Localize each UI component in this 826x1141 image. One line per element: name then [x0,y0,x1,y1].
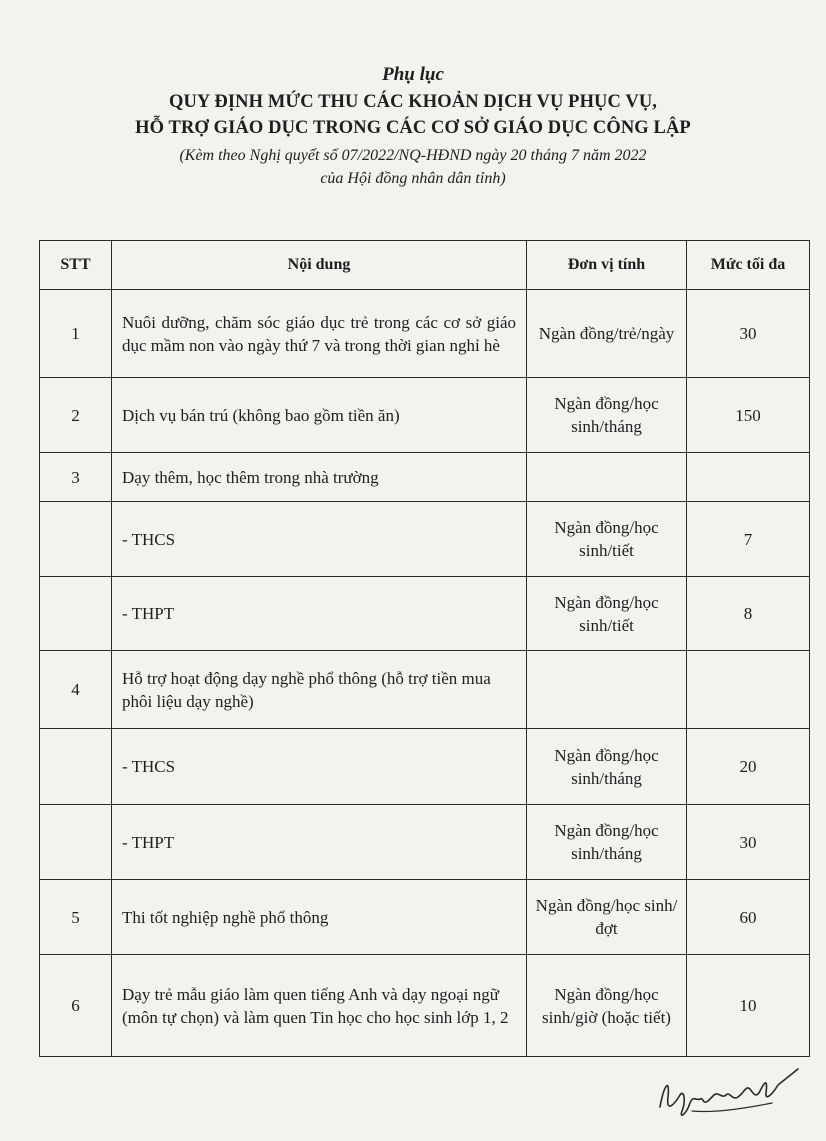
unit-cell: Ngàn đồng/học sinh/tháng [527,378,687,453]
table-row [40,577,810,651]
max-cell: 30 [687,290,810,378]
unit-cell: Ngàn đồng/học sinh/đợt [527,880,687,955]
unit-cell [527,651,687,729]
unit-cell: Ngàn đồng/trẻ/ngày [527,290,687,378]
table-row [40,651,810,729]
stt-cell: 1 [40,290,112,378]
stt-cell: 5 [40,880,112,955]
content-cell: Thi tốt nghiệp nghề phổ thông [112,880,527,955]
stt-cell [40,729,112,805]
content-cell: - THCS [112,729,527,805]
column-header-stt: STT [40,241,112,290]
column-header-max: Mức tối đa [687,241,810,290]
content-cell: Dạy thêm, học thêm trong nhà trường [112,453,527,502]
stt-cell: 2 [40,378,112,453]
unit-cell: Ngàn đồng/học sinh/tiết [527,577,687,651]
unit-cell: Ngàn đồng/học sinh/tiết [527,502,687,577]
stt-cell [40,805,112,880]
content-cell: Nuôi dưỡng, chăm sóc giáo dục trẻ trong các cơ sở giáo dục mầm non vào ngày thứ 7 và trong thời gian nghỉ hè [112,290,527,378]
max-cell: 150 [687,378,810,453]
content-cell: - THPT [112,805,527,880]
appendix-title: Phụ lục [382,64,444,85]
issuing-body: của Hội đồng nhân dân tỉnh) [320,170,506,187]
max-cell: 7 [687,502,810,577]
table-row [40,955,810,1057]
table-row [40,453,810,502]
unit-cell: Ngàn đồng/học sinh/giờ (hoặc tiết) [527,955,687,1057]
content-cell: Dịch vụ bán trú (không bao gồm tiền ăn) [112,378,527,453]
max-cell: 8 [687,577,810,651]
stt-cell [40,502,112,577]
table-row [40,729,810,805]
max-cell: 20 [687,729,810,805]
table-row [40,290,810,378]
stt-cell: 3 [40,453,112,502]
unit-cell: Ngàn đồng/học sinh/tháng [527,729,687,805]
column-header-unit: Đơn vị tính [527,241,687,290]
max-cell: 10 [687,955,810,1057]
unit-cell [527,453,687,502]
max-cell: 30 [687,805,810,880]
stt-cell [40,577,112,651]
stt-cell: 6 [40,955,112,1057]
fee-table [39,240,810,1057]
unit-cell: Ngàn đồng/học sinh/tháng [527,805,687,880]
document-heading-line-1: QUY ĐỊNH MỨC THU CÁC KHOẢN DỊCH VỤ PHỤC VỤ, [168,92,658,112]
content-cell: - THPT [112,577,527,651]
table-row [40,880,810,955]
max-cell: 60 [687,880,810,955]
max-cell [687,651,810,729]
table-row [40,502,810,577]
column-header-content: Nội dung [112,241,527,290]
table-row [40,805,810,880]
content-cell: - THCS [112,502,527,577]
content-cell: Dạy trẻ mẫu giáo làm quen tiếng Anh và dạy ngoại ngữ (môn tự chọn) và làm quen Tin học cho học sinh lớp 1, 2 [112,955,527,1057]
table-row [40,378,810,453]
resolution-reference: (Kèm theo Nghị quyết số 07/2022/NQ-HĐND ngày 20 tháng 7 năm 2022 [179,147,647,164]
content-cell: Hỗ trợ hoạt động dạy nghề phổ thông (hỗ trợ tiền mua phôi liệu dạy nghề) [112,651,527,729]
handwritten-signature-icon [652,1055,802,1125]
document-heading-line-2: HỖ TRỢ GIÁO DỤC TRONG CÁC CƠ SỞ GIÁO DỤC CÔNG LẬP [135,118,691,138]
stt-cell: 4 [40,651,112,729]
max-cell [687,453,810,502]
table-header-row [40,241,810,290]
